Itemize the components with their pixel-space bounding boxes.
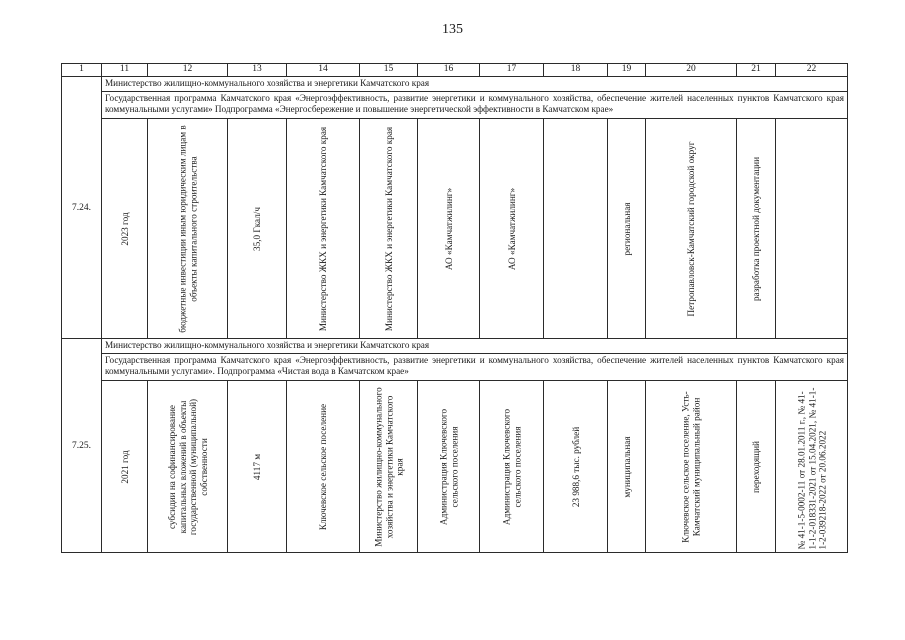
table-cell <box>418 381 480 553</box>
program-text: Государственная программа Камчатского края «Энергоэффективность, развитие энергетики и коммунального хозяйства, обеспечение жителей населенных пунктов Камчатского края коммунальными услугами» Подпрограмма «Энергосбережение и повышение энергетической эффективности в Камчатском крае» <box>102 92 848 119</box>
table-cell <box>737 381 776 553</box>
table-cell <box>646 381 737 553</box>
header-cell: 16 <box>418 64 480 77</box>
table-cell <box>360 119 418 339</box>
table-cell <box>608 119 646 339</box>
cell-text: 4117 м <box>251 453 262 480</box>
cell-text: Администрация Ключевского сельского поселения <box>501 408 522 525</box>
cell-text: АО «Камчатжилинг» <box>443 187 454 270</box>
document-table <box>61 63 848 553</box>
program-row <box>62 92 848 119</box>
table-row <box>62 119 848 339</box>
header-cell: 21 <box>737 64 776 77</box>
table-cell <box>418 119 480 339</box>
cell-text: Ключевское сельское поселение <box>317 403 328 530</box>
table-cell <box>102 381 148 553</box>
table-cell <box>228 381 287 553</box>
program-row <box>62 354 848 381</box>
cell-text: 2023 год <box>119 211 130 246</box>
header-cell: 19 <box>608 64 646 77</box>
ministry-text: Министерство жилищно-коммунального хозяйства и энергетики Камчатского края <box>102 77 848 92</box>
header-cell: 20 <box>646 64 737 77</box>
table-cell <box>737 119 776 339</box>
header-cell: 13 <box>228 64 287 77</box>
cell-text: 35,0 Гкал/ч <box>251 206 262 251</box>
cell-text: бюджетные инвестиции иным юридическим лицам в объекты капитального строительства <box>177 124 198 333</box>
program-text: Государственная программа Камчатского края «Энергоэффективность, развитие энергетики и коммунального хозяйства, обеспечение жителей населенных пунктов Камчатского края коммунальными услугами». Подпрограмма «Чистая вода в Камчатском крае» <box>102 354 848 381</box>
cell-text: Министерство ЖКХ и энергетики Камчатского края <box>317 126 328 331</box>
header-row <box>62 64 848 77</box>
ministry-row <box>62 77 848 92</box>
cell-text: Петропавловск-Камчатский городской округ <box>685 141 696 316</box>
table-cell <box>360 381 418 553</box>
cell-text: переходящий <box>750 440 761 493</box>
table-cell <box>148 119 228 339</box>
cell-text: Министерство жилищно-коммунального хозяйства и энергетики Камчатского края <box>372 386 404 547</box>
table-row <box>62 381 848 553</box>
table-cell <box>287 381 360 553</box>
table-cell <box>148 381 228 553</box>
header-cell: 1 <box>62 64 102 77</box>
header-cell: 18 <box>544 64 608 77</box>
table-cell <box>102 119 148 339</box>
cell-text: субсидии на софинансирование капитальных вложений в объекты государственной (муниципальной) собственности <box>166 398 208 535</box>
cell-text: разработка проектной документации <box>750 156 761 301</box>
cell-text: региональная <box>621 201 632 256</box>
cell-text: Администрация Ключевского сельского поселения <box>438 408 459 525</box>
table-cell <box>228 119 287 339</box>
table-cell <box>480 381 544 553</box>
cell-text: Министерство ЖКХ и энергетики Камчатского края <box>383 126 394 331</box>
table-cell <box>646 119 737 339</box>
header-cell: 17 <box>480 64 544 77</box>
header-cell: 22 <box>776 64 848 77</box>
row-number: 7.25. <box>62 339 102 553</box>
table-cell <box>544 381 608 553</box>
table-cell <box>544 119 608 339</box>
cell-text: муниципальная <box>621 435 632 498</box>
cell-text: № 41-1-5-0002-11 от 28.01.2011 г., № 41-1-1-2-018331-2021 от 15.04.2021, № 41-1-1-2-039218-2022 от 20.06.2022 <box>795 387 827 549</box>
cell-text: Ключевское сельское поселение, Усть-Камчатский муниципальный район <box>680 390 701 543</box>
ministry-text: Министерство жилищно-коммунального хозяйства и энергетики Камчатского края <box>102 339 848 354</box>
cell-text: АО «Камчатжилинг» <box>506 187 517 270</box>
header-cell: 12 <box>148 64 228 77</box>
header-cell: 15 <box>360 64 418 77</box>
table-cell <box>776 381 848 553</box>
header-cell: 14 <box>287 64 360 77</box>
row-number: 7.24. <box>62 77 102 339</box>
table-cell <box>776 119 848 339</box>
table-cell <box>480 119 544 339</box>
cell-text: 2021 год <box>119 449 130 484</box>
page-number: 135 <box>442 22 463 37</box>
table-cell <box>287 119 360 339</box>
ministry-row <box>62 339 848 354</box>
header-cell: 11 <box>102 64 148 77</box>
cell-text: 23 988,6 тыс. рублей <box>570 426 581 507</box>
table-cell <box>608 381 646 553</box>
